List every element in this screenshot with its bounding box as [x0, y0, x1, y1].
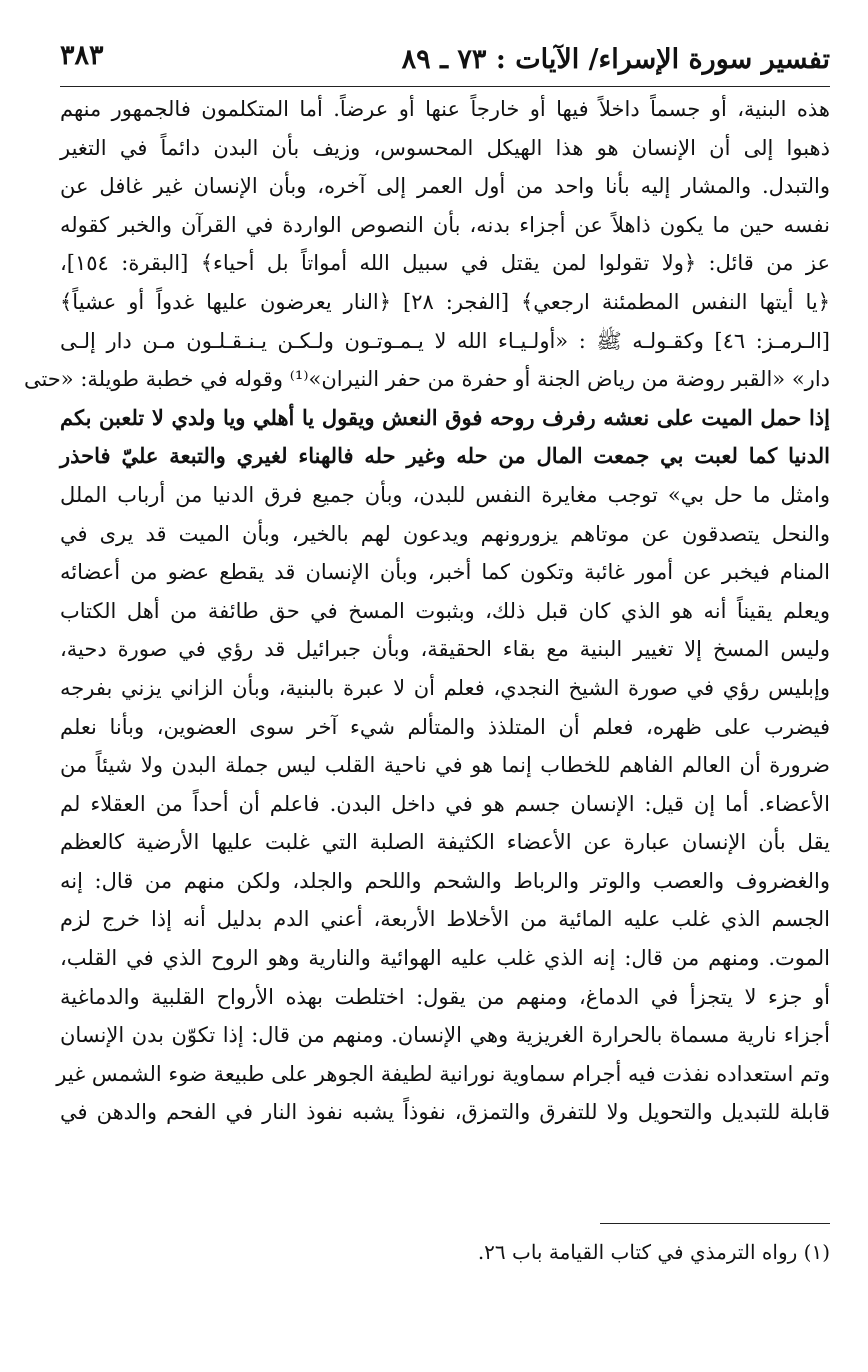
text-line: نفسه حين ما يكون ذاهلاً عن أجزاء بدنه، بأن النصوص الواردة في القرآن والخبر كقوله	[60, 212, 830, 237]
page-header	[60, 38, 830, 87]
text-line: المنام فيخبر عن أمور غائبة وتكون كما أخبر، وبأن الإنسان قد يقطع عضو من أعضائه	[60, 560, 830, 585]
text-line: قابلة للتبديل والتحويل ولا للتفرق والتمزق، نفوذاً يشبه نفوذ النار في الفحم والدهن في	[60, 1100, 830, 1125]
text-line: ذهبوا إلى أن الإنسان هو هذا الهيكل المحسوس، وزيف بأن البدن دائماً في التغير	[60, 135, 830, 160]
text-line: الدنيا كما لعبت بي جمعت المال من حله وغير حله فالهناء لغيري والتبعة عليّ فاحذر	[60, 443, 830, 469]
text-line: [الـرمـز: ٤٦] وكقـولـه ﷺ : «أولـيـاء الله لا يـمـوتـون ولـكـن يـنـقـلـون مـن دار إلـى	[60, 328, 830, 353]
text-line: الجسم الذي غلب عليه المائية من الأخلاط الأربعة، أعني الدم بدليل أنه إذا خرج لزم	[60, 907, 830, 932]
text-line: عز من قائل: ﴿ولا تقولوا لمن يقتل في سبيل الله أمواتاً بل أحياء﴾ [البقرة: ١٥٤]،	[60, 251, 830, 276]
text-line: ضرورة أن العالم الفاهم للخطاب إنما هو في ناحية القلب ليس جملة البدن ولا شيئاً من	[60, 753, 830, 778]
page-number: ٣٨٣	[60, 40, 104, 71]
text-line: والتبدل. والمشار إليه بأنا واحد من أول العمر إلى آخره، وبأن الإنسان غير غافل عن	[60, 174, 830, 199]
text-line: وامثل ما حل بي» توجب مغايرة النفس للبدن، وبأن جميع فرق الدنيا من أرباب الملل	[60, 482, 830, 507]
text-line: هذه البنية، أو جسماً داخلاً فيها أو خارجاً عنها أو عرضاً. أما المتكلمون فالجمهور منهم	[60, 97, 830, 121]
text-line: الأعضاء. أما إن قيل: الإنسان جسم هو في داخل البدن. فاعلم أن أحداً من العقلاء لم	[60, 791, 830, 816]
text-line: أو جزء لا يتجزأ في الدماغ، ومنهم من يقول: اختلطت بهذه الأرواح القلبية والدماغية	[60, 984, 830, 1009]
body-text	[23, 90, 831, 1132]
text-line: دار» «القبر روضة من رياض الجنة أو حفرة من حفر النيران»⁽¹⁾ وقوله في خطبة طويلة: «حتى	[23, 367, 830, 392]
footnote: (١) رواه الترمذي في كتاب القيامة باب ٢٦.	[477, 1240, 830, 1264]
text-line: أجزاء نارية مسماة بالحرارة الغريزية وهي الإنسان. ومنهم من قال: إذا تكوّن بدن الإنسان	[60, 1023, 830, 1048]
text-line: وإبليس رؤي في صورة الشيخ النجدي، فعلم أن لا عبرة بالبنية، وبأن الزاني يزني بفرجه	[60, 675, 830, 700]
text-line: ويعلم يقيناً أنه هو الذي كان قبل ذلك، وبثبوت المسخ في حق طائفة من أهل الكتاب	[60, 598, 830, 623]
text-line: الموت. ومنهم من قال: إنه الذي غلب عليه الهوائية والنارية وهو الروح الذي في القلب،	[60, 946, 830, 971]
text-line: والغضروف والعصب والوتر والرباط والشحم واللحم والجلد، ولكن منهم من قال: إنه	[60, 868, 830, 893]
text-line: إذا حمل الميت على نعشه رفرف روحه فوق النعش ويقول يا أهلي ويا ولدي لا تلعبن بكم	[60, 404, 830, 430]
text-line: والنحل يتصدقون عن موتاهم يزورونهم ويدعون لهم بالخير، وبأن الميت قد يرى في	[60, 521, 830, 546]
text-line: فيضرب على ظهره، فعلم أن المتلذذ والمتألم شيء آخر سوى العضوين، وبأنا نعلم	[60, 714, 830, 739]
text-line: وليس المسخ إلا تغيير البنية مع بقاء الحقيقة، وبأن جبرائيل قد رؤي في صورة دحية،	[60, 637, 830, 662]
running-title: تفسير سورة الإسراء/ الآيات : ٧٣ ـ ٨٩	[401, 44, 830, 75]
text-line: ﴿يا أيتها النفس المطمئنة ارجعي﴾ [الفجر: ٢٨] ﴿النار يعرضون عليها غدواً أو عشياً﴾	[60, 289, 831, 314]
footnote-divider	[600, 1223, 830, 1224]
text-line: وتم استعداده نفذت فيه أجرام سماوية نورانية لطيفة الجوهر على طبيعة ضوء الشمس غير	[56, 1061, 830, 1086]
text-line: يقل بأن الإنسان عبارة عن الأعضاء الكثيفة الصلبة التي غلبت عليها الأرضية كالعظم	[60, 830, 830, 855]
